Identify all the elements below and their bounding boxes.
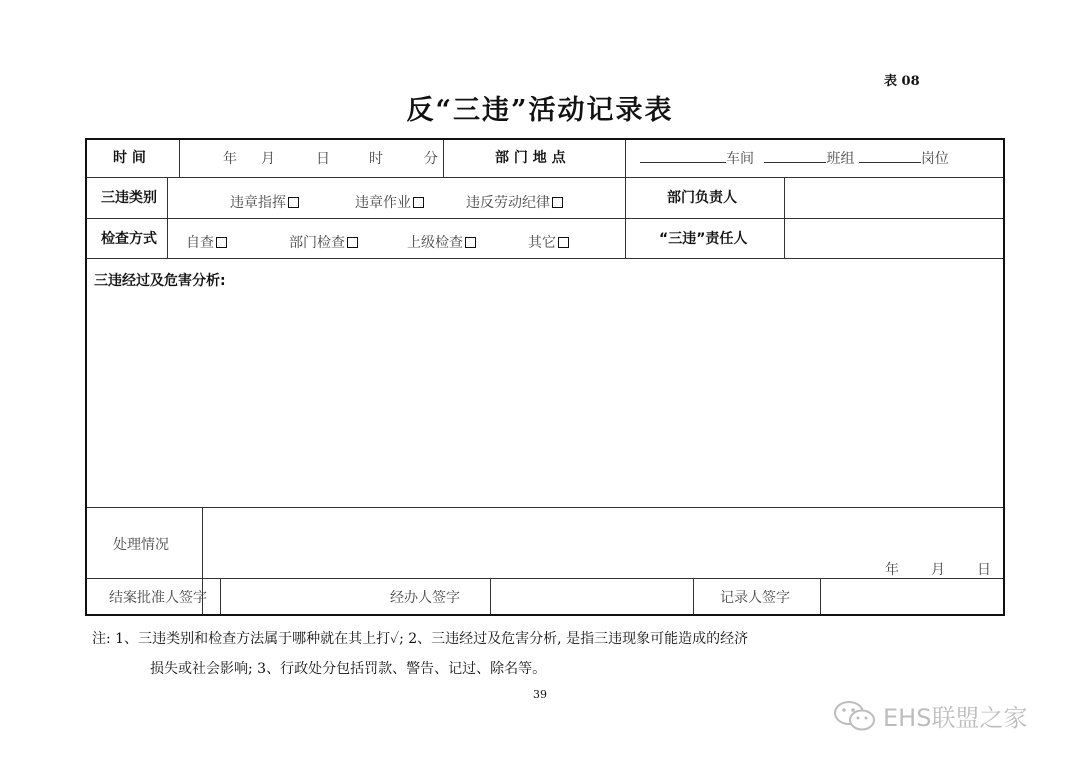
checkbox[interactable] bbox=[347, 237, 358, 248]
location-fields[interactable] bbox=[640, 150, 949, 168]
col-divider bbox=[167, 177, 168, 258]
option-discipline-violation[interactable] bbox=[466, 194, 563, 212]
option-operation-violation[interactable] bbox=[355, 194, 424, 212]
checkbox[interactable] bbox=[465, 237, 476, 248]
note-line: 损失或社会影响; 3、行政处分包括罚款、警告、记过、除名等。 bbox=[150, 661, 547, 677]
violation-type-label: 三违类别 bbox=[101, 190, 157, 206]
handling-label: 处理情况 bbox=[113, 537, 169, 553]
approver-signature-label: 结案批准人签字 bbox=[109, 590, 207, 606]
option-superior-check[interactable] bbox=[407, 234, 476, 252]
row-divider bbox=[87, 258, 1003, 259]
option-self-check[interactable] bbox=[186, 234, 227, 252]
option-label: 自查 bbox=[186, 235, 214, 251]
recorder-signature-label: 记录人签字 bbox=[720, 590, 790, 606]
handling-field[interactable] bbox=[204, 508, 1003, 560]
inspection-method-label: 检查方式 bbox=[101, 231, 157, 247]
time-label: 时 间 bbox=[113, 150, 146, 166]
checkbox[interactable] bbox=[413, 197, 424, 208]
recorder-signature-field[interactable] bbox=[821, 579, 1003, 614]
checkbox[interactable] bbox=[552, 197, 563, 208]
option-label: 上级检查 bbox=[407, 235, 463, 251]
watermark bbox=[833, 698, 1027, 733]
post-blank[interactable] bbox=[859, 150, 921, 163]
month-unit: 月 bbox=[261, 151, 275, 167]
option-label: 违反劳动纪律 bbox=[466, 195, 550, 211]
analysis-field[interactable] bbox=[87, 290, 1003, 506]
year-unit: 年 bbox=[223, 151, 237, 167]
option-dept-check[interactable] bbox=[289, 234, 358, 252]
team-blank[interactable] bbox=[764, 150, 826, 163]
responsible-person-label: “三违”责任人 bbox=[659, 231, 748, 247]
watermark-text: EHS联盟之家 bbox=[883, 704, 1028, 732]
form-notes bbox=[92, 624, 748, 684]
location-label: 部 门 地 点 bbox=[495, 150, 566, 166]
responsible-person-field[interactable] bbox=[786, 219, 1002, 258]
page-number: 39 bbox=[533, 688, 547, 701]
page-title: 反“三违”活动记录表 bbox=[406, 95, 674, 126]
handling-month-unit: 月 bbox=[931, 562, 945, 578]
col-divider bbox=[179, 140, 180, 177]
note-line: 注: 1、三违类别和检查方法属于哪种就在其上打✓; 2、三违经过及危害分析, 是指三违现象可能造成的经济 bbox=[92, 631, 749, 647]
team-unit: 班组 bbox=[826, 151, 855, 167]
col-divider bbox=[784, 177, 785, 258]
minute-unit: 分 bbox=[424, 151, 438, 167]
option-other[interactable] bbox=[528, 234, 569, 252]
col-divider bbox=[625, 140, 626, 258]
col-divider bbox=[693, 578, 694, 614]
dept-head-label: 部门负责人 bbox=[667, 190, 737, 206]
post-unit: 岗位 bbox=[920, 151, 949, 167]
handler-signature-label: 经办人签字 bbox=[390, 590, 460, 606]
handler-signature-field[interactable] bbox=[491, 579, 692, 614]
checkbox[interactable] bbox=[216, 237, 227, 248]
option-label: 违章指挥 bbox=[230, 195, 286, 211]
checkbox[interactable] bbox=[558, 237, 569, 248]
workshop-unit: 车间 bbox=[726, 151, 754, 167]
handling-day-unit: 日 bbox=[977, 562, 991, 578]
workshop-blank[interactable] bbox=[640, 150, 726, 163]
option-label: 部门检查 bbox=[289, 235, 345, 251]
dept-head-field[interactable] bbox=[786, 178, 1002, 218]
form-number: 表 08 bbox=[884, 74, 920, 89]
option-label: 其它 bbox=[528, 235, 556, 251]
hour-unit: 时 bbox=[369, 151, 383, 167]
record-table bbox=[85, 138, 1005, 616]
checkbox[interactable] bbox=[288, 197, 299, 208]
option-command-violation[interactable] bbox=[230, 194, 299, 212]
analysis-label: 三违经过及危害分析: bbox=[94, 273, 226, 289]
day-unit: 日 bbox=[316, 151, 330, 167]
col-divider bbox=[443, 140, 444, 177]
wechat-icon bbox=[833, 700, 877, 732]
option-label: 违章作业 bbox=[355, 195, 411, 211]
handling-year-unit: 年 bbox=[885, 562, 899, 578]
